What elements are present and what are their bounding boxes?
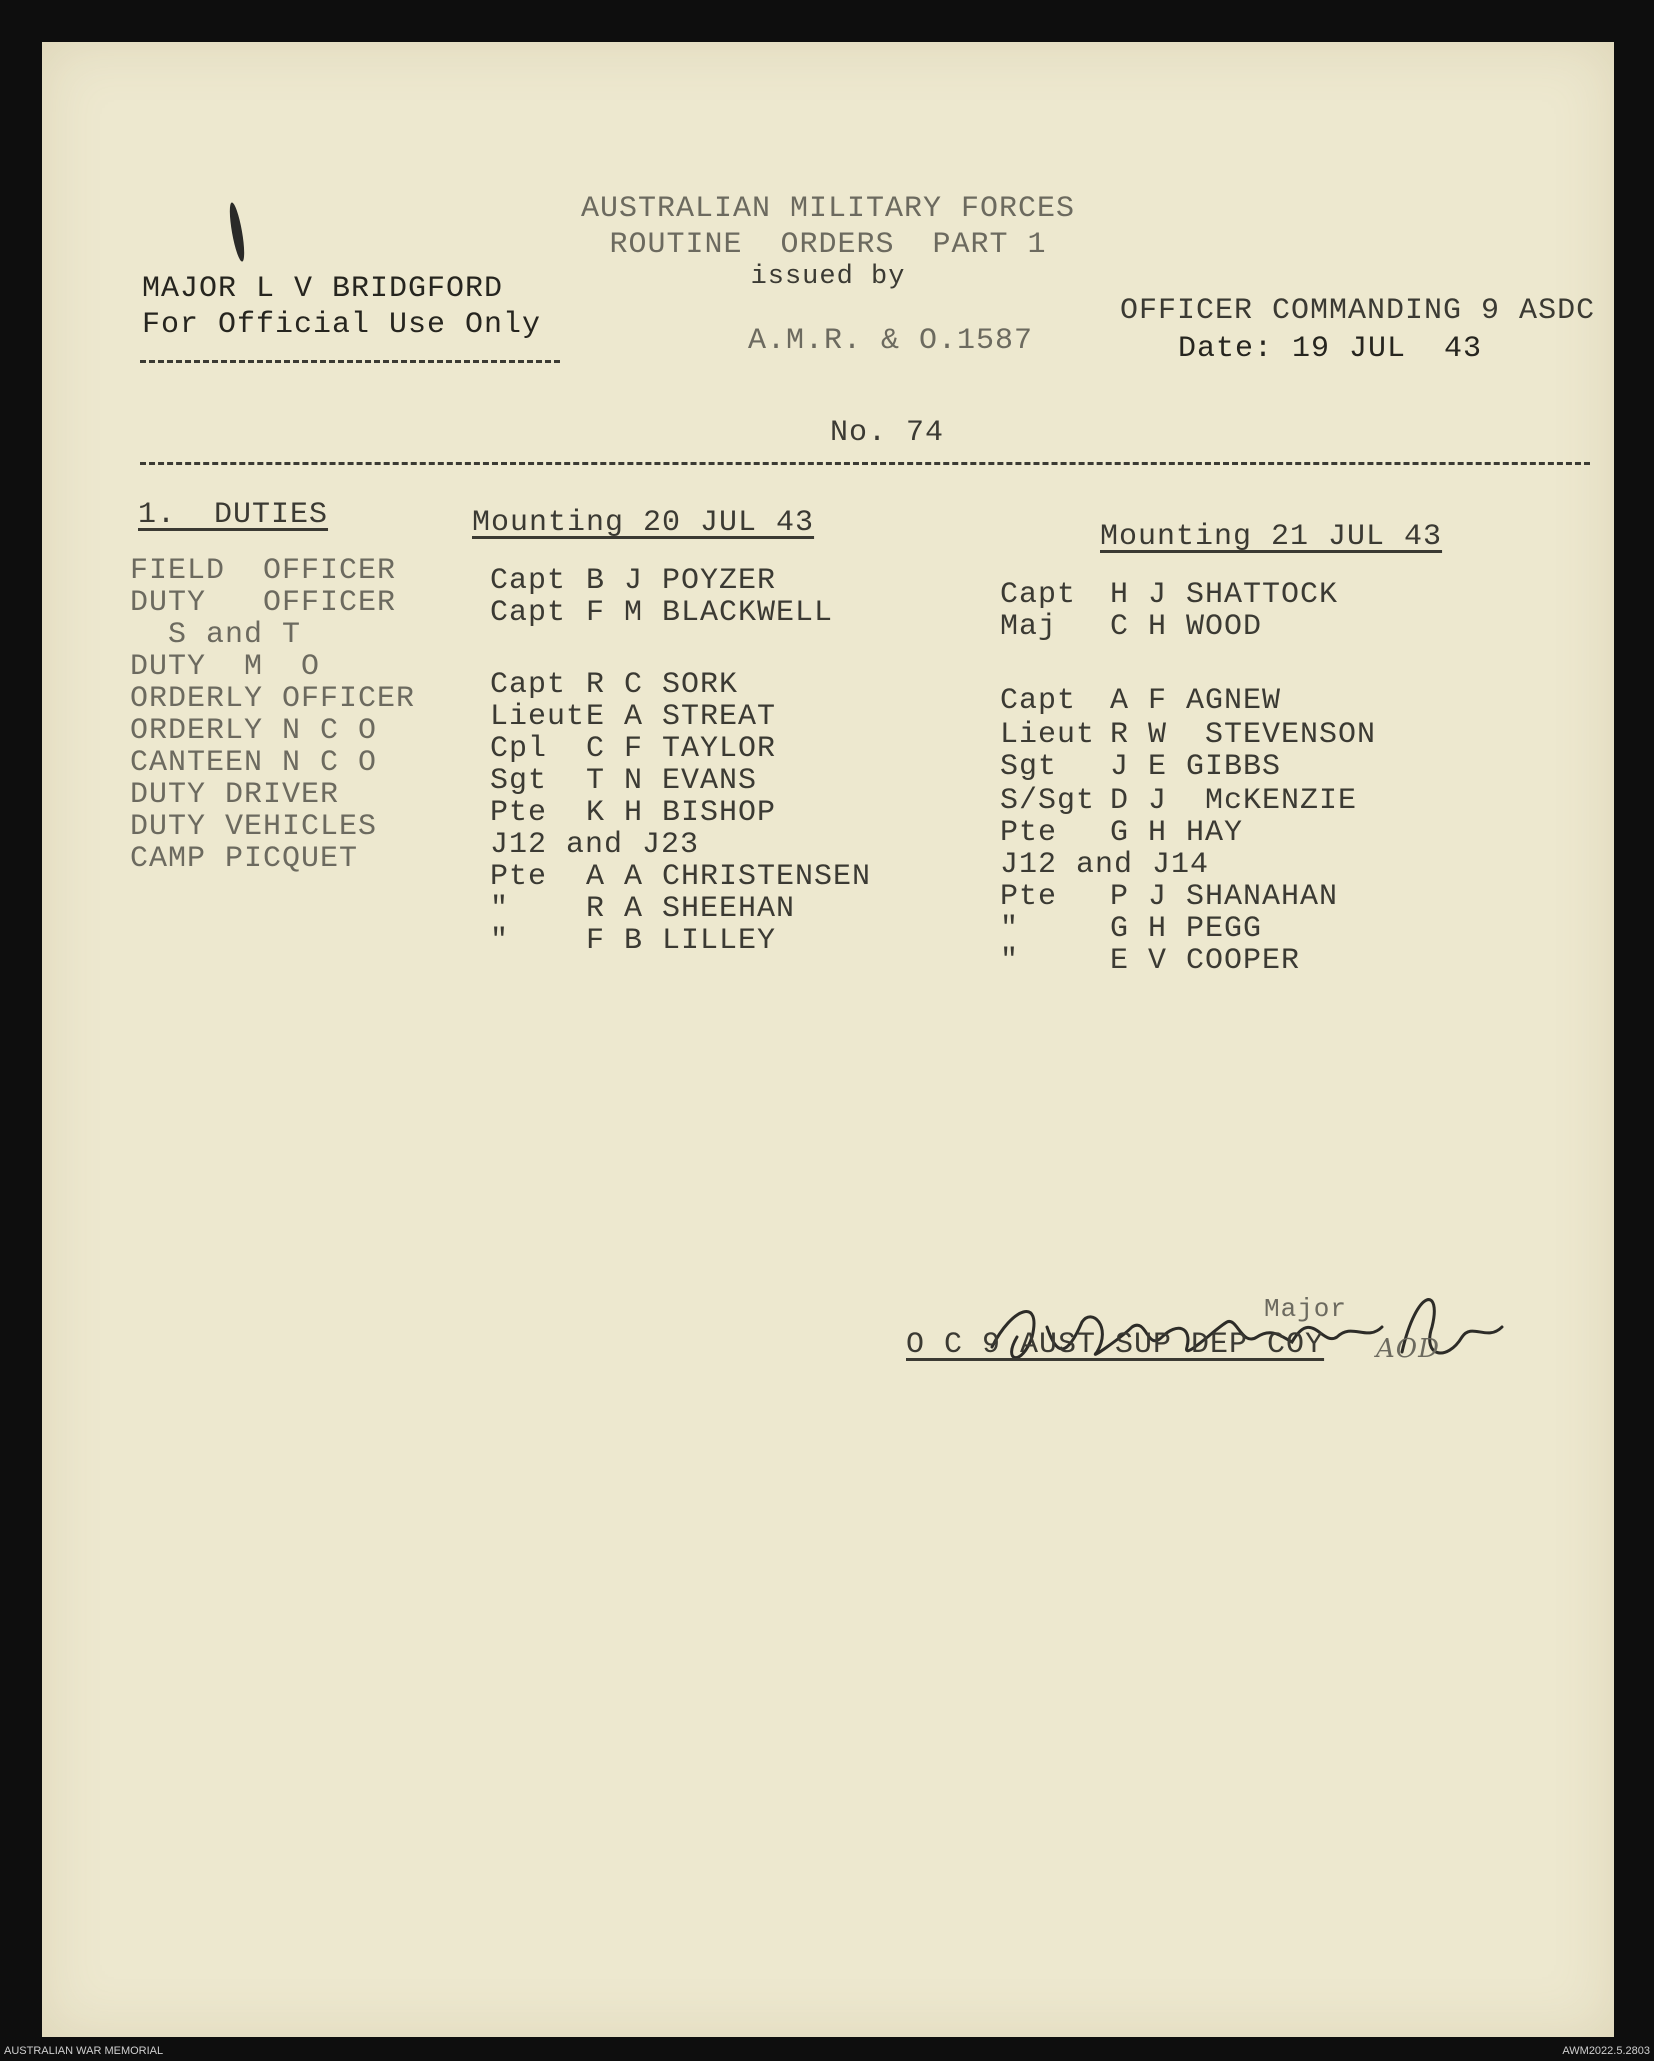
roster-rank: Capt xyxy=(490,596,567,630)
roster-rank: Maj xyxy=(1000,610,1058,644)
roster-rank: Cpl xyxy=(490,732,548,766)
roster-rank: Capt xyxy=(490,564,567,598)
section-title: 1. DUTIES xyxy=(138,498,329,532)
roster-row xyxy=(1000,750,1281,784)
roster-row xyxy=(490,892,795,926)
roster-rank: Lieut xyxy=(1000,718,1096,752)
duty-label: DUTY M O xyxy=(130,650,321,684)
roster-row xyxy=(1000,848,1209,882)
roster-row xyxy=(1000,912,1262,946)
footer-credit: AUSTRALIAN WAR MEMORIAL xyxy=(4,2045,164,2057)
duty-label: DUTY DRIVER xyxy=(130,778,340,812)
roster-rank: Sgt xyxy=(1000,750,1058,784)
duty-label: DUTY OFFICER xyxy=(130,586,397,620)
roster-name: P J SHANAHAN xyxy=(1110,880,1339,914)
document-page xyxy=(42,42,1614,2037)
roster-row xyxy=(1000,718,1376,752)
roster-name: E V COOPER xyxy=(1110,944,1301,978)
order-date: Date: 19 JUL 43 xyxy=(1178,332,1483,366)
roster-rank: Lieut xyxy=(490,700,586,734)
roster-row xyxy=(490,860,871,894)
roster-row xyxy=(1000,684,1281,718)
roster-name: R A SHEEHAN xyxy=(586,892,796,926)
roster-row xyxy=(490,668,738,702)
roster-name: A F AGNEW xyxy=(1110,684,1282,718)
roster-row xyxy=(490,564,776,598)
header-subtitle: ROUTINE ORDERS PART 1 xyxy=(609,228,1047,262)
roster-rank: Pte xyxy=(1000,816,1058,850)
header-title: AUSTRALIAN MILITARY FORCES xyxy=(580,192,1076,226)
commanding-officer: OFFICER COMMANDING 9 ASDC xyxy=(1120,294,1596,328)
roster-row xyxy=(1000,880,1338,914)
duty-label: ORDERLY OFFICER xyxy=(130,682,416,716)
roster-rank: Capt xyxy=(1000,578,1077,612)
roster-name: D J McKENZIE xyxy=(1110,784,1358,818)
roster-name: K H BISHOP xyxy=(586,796,777,830)
roster-name: G H HAY xyxy=(1110,816,1244,850)
roster-name: R W STEVENSON xyxy=(1110,718,1377,752)
roster-name: C H WOOD xyxy=(1110,610,1263,644)
section-divider xyxy=(140,462,1590,465)
roster-row xyxy=(1000,816,1243,850)
duty-label: CANTEEN N C O xyxy=(130,746,378,780)
roster-rank: J12 and J14 xyxy=(1000,848,1210,882)
roster-row xyxy=(1000,944,1300,978)
roster-row xyxy=(1000,784,1357,818)
duty-label: DUTY VEHICLES xyxy=(130,810,378,844)
roster-name: H J SHATTOCK xyxy=(1110,578,1339,612)
roster-rank: " xyxy=(490,924,510,958)
footer-catalog-number: AWM2022.5.2803 xyxy=(1562,2045,1650,2057)
header-left-rule xyxy=(140,360,560,363)
duty-label: FIELD OFFICER xyxy=(130,554,397,588)
roster-row xyxy=(1000,578,1338,612)
roster-rank: " xyxy=(1000,912,1020,946)
roster-name: T N EVANS xyxy=(586,764,758,798)
roster-row xyxy=(490,628,586,662)
roster-row xyxy=(490,596,833,630)
order-number: No. 74 xyxy=(830,416,945,450)
header-issued-by: issued by xyxy=(750,262,906,292)
duty-label: ORDERLY N C O xyxy=(130,714,378,748)
duty-label: CAMP PICQUET xyxy=(130,842,359,876)
signatory-rank: Major xyxy=(1264,1294,1348,1324)
roster-row xyxy=(490,796,776,830)
column-title-21-jul: Mounting 21 JUL 43 xyxy=(1100,520,1443,554)
roster-name: A A CHRISTENSEN xyxy=(586,860,872,894)
roster-name: E A STREAT xyxy=(586,700,777,734)
signature-suffix: AOD xyxy=(1376,1334,1440,1364)
roster-rank: J12 and J23 xyxy=(490,828,700,862)
column-title-20-jul: Mounting 20 JUL 43 xyxy=(472,506,815,540)
roster-rank: Capt xyxy=(490,668,567,702)
roster-name: G H PEGG xyxy=(1110,912,1263,946)
roster-rank: Pte xyxy=(490,860,548,894)
roster-row xyxy=(490,764,757,798)
roster-rank: " xyxy=(490,892,510,926)
roster-rank: Sgt xyxy=(490,764,548,798)
roster-name: C F TAYLOR xyxy=(586,732,777,766)
roster-rank: S/Sgt xyxy=(1000,784,1096,818)
official-use-notice: For Official Use Only xyxy=(142,308,542,342)
roster-row xyxy=(490,732,776,766)
roster-name: J E GIBBS xyxy=(1110,750,1282,784)
roster-row xyxy=(1000,610,1262,644)
roster-rank: Pte xyxy=(490,796,548,830)
issuer-name: MAJOR L V BRIDGFORD xyxy=(142,272,504,306)
roster-row xyxy=(1000,642,1110,676)
roster-rank: Capt xyxy=(1000,684,1077,718)
reference-number: A.M.R. & O.1587 xyxy=(748,324,1034,358)
roster-row xyxy=(490,924,776,958)
roster-rank: Pte xyxy=(1000,880,1058,914)
roster-row xyxy=(490,828,699,862)
roster-name: B J POYZER xyxy=(586,564,777,598)
roster-row xyxy=(490,700,776,734)
signatory-unit: O C 9 AUST SUP DEP COY xyxy=(906,1328,1325,1362)
roster-name: R C SORK xyxy=(586,668,739,702)
roster-name: F B LILLEY xyxy=(586,924,777,958)
roster-rank: " xyxy=(1000,944,1020,978)
duty-label: S and T xyxy=(130,618,302,652)
roster-name: F M BLACKWELL xyxy=(586,596,834,630)
